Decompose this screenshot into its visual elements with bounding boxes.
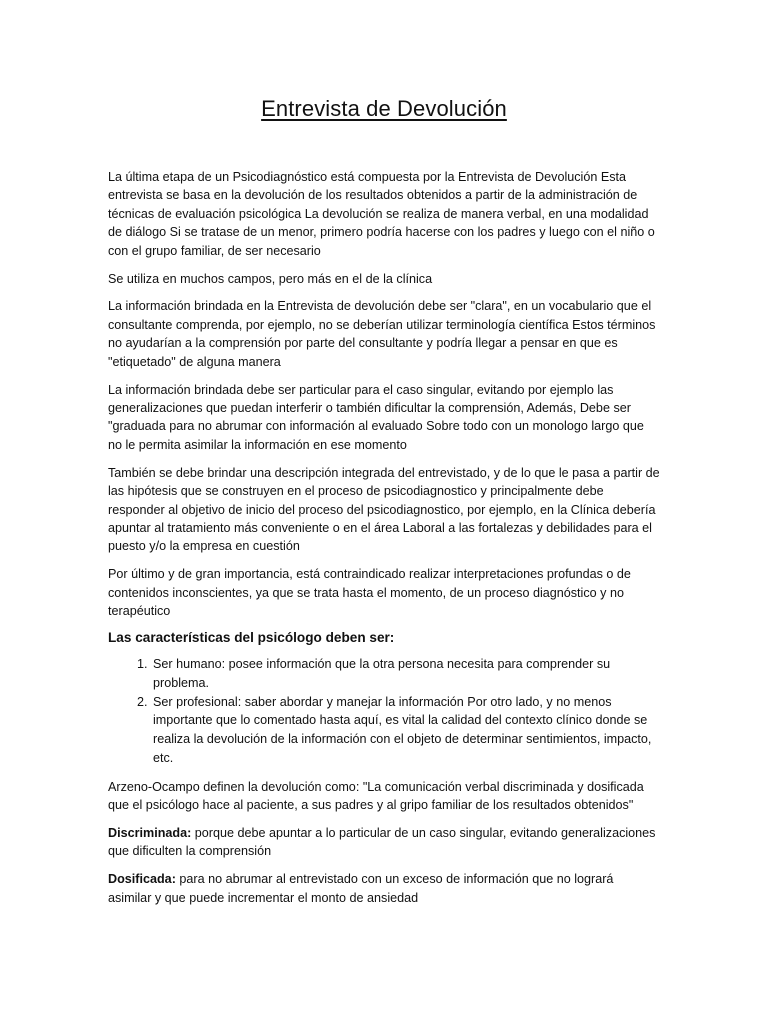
paragraph-particular: La información brindada debe ser particular para el caso singular, evitando por ejemplo las generalizaciones que puedan interferir o también dificultar la comprensión, Además, Debe ser "graduada para no abrumar con información al evaluado Sobre todo con un monologo largo que no le permita asimilar la información en ese momento [108,382,644,452]
paragraph-clarity: La información brindada en la Entrevista de devolución debe ser "clara", en un vocabulario que el consultante comprenda, por ejemplo, no se deberían utilizar terminología científica Estos términos no ayudarían a la comprensión por parte del consultante y podría llegar a pensar en que es "etiquetado" de alguna manera [108,299,656,369]
paragraph-definition: Arzeno-Ocampo definen la devolución como: "La comunicación verbal discriminada y dosificada que el psicólogo hace al paciente, a sus padres y al gripo familiar de los resultados obtenidos" [108,779,644,813]
paragraph-fields: Se utiliza en muchos campos, pero más en el de la clínica [108,271,433,286]
term-text: porque debe apuntar a lo particular de un caso singular, evitando generalizaciones que dificulten la comprensión [108,826,656,859]
term-label: Discriminada: [108,826,192,841]
page-title: Entrevista de Devolución [261,96,507,121]
term-text: para no abrumar al entrevistado con un exceso de información que no logrará asimilar y que puede incrementar el monto de ansiedad [108,872,614,905]
section-heading: Las características del psicólogo deben ser: [108,629,395,645]
paragraph-contraindication: Por último y de gran importancia, está contraindicado realizar interpretaciones profundas o de contenidos inconscientes, ya que se trata hasta el momento, de un proceso diagnóstico y no terapéutico [108,567,631,619]
list-item: 2. Ser profesional: saber abordar y manejar la información Por otro lado, y no menos importante que lo comentado hasta aquí, es vital la calidad del contexto clínico donde se realiza la devolución de la información con el objeto de determinar sentimientos, impacto, etc. [151,693,660,768]
list-item: 1. Ser humano: posee información que la otra persona necesita para comprender su problema. [151,655,660,693]
paragraph-intro: La última etapa de un Psicodiagnóstico está compuesta por la Entrevista de Devolución Esta entrevista se basa en la devolución de los resultados obtenidos a partir de la administración de técnicas de evaluación psicológica La devolución se realiza de manera verbal, en una modalidad de diálogo Si se tratase de un menor, primero podría hacerse con los padres y luego con el niño o con el grupo familiar, de ser necesario [108,170,655,258]
term-discriminada [108,824,660,861]
characteristics-list [108,655,660,768]
term-label: Dosificada: [108,872,176,887]
paragraph-description: También se debe brindar una descripción integrada del entrevistado, y de lo que le pasa a partir de las hipótesis que se construyen en el proceso de psicodiagnostico y principalmente debe responder al objetivo de inicio del proceso del psicodiagnostico, por ejemplo, en la Clínica debería apuntar al tratamiento más conveniente o en el área Laboral a las fortalezas y debilidades para el puesto y/o la empresa en cuestión [108,465,660,554]
term-dosificada [108,870,660,907]
